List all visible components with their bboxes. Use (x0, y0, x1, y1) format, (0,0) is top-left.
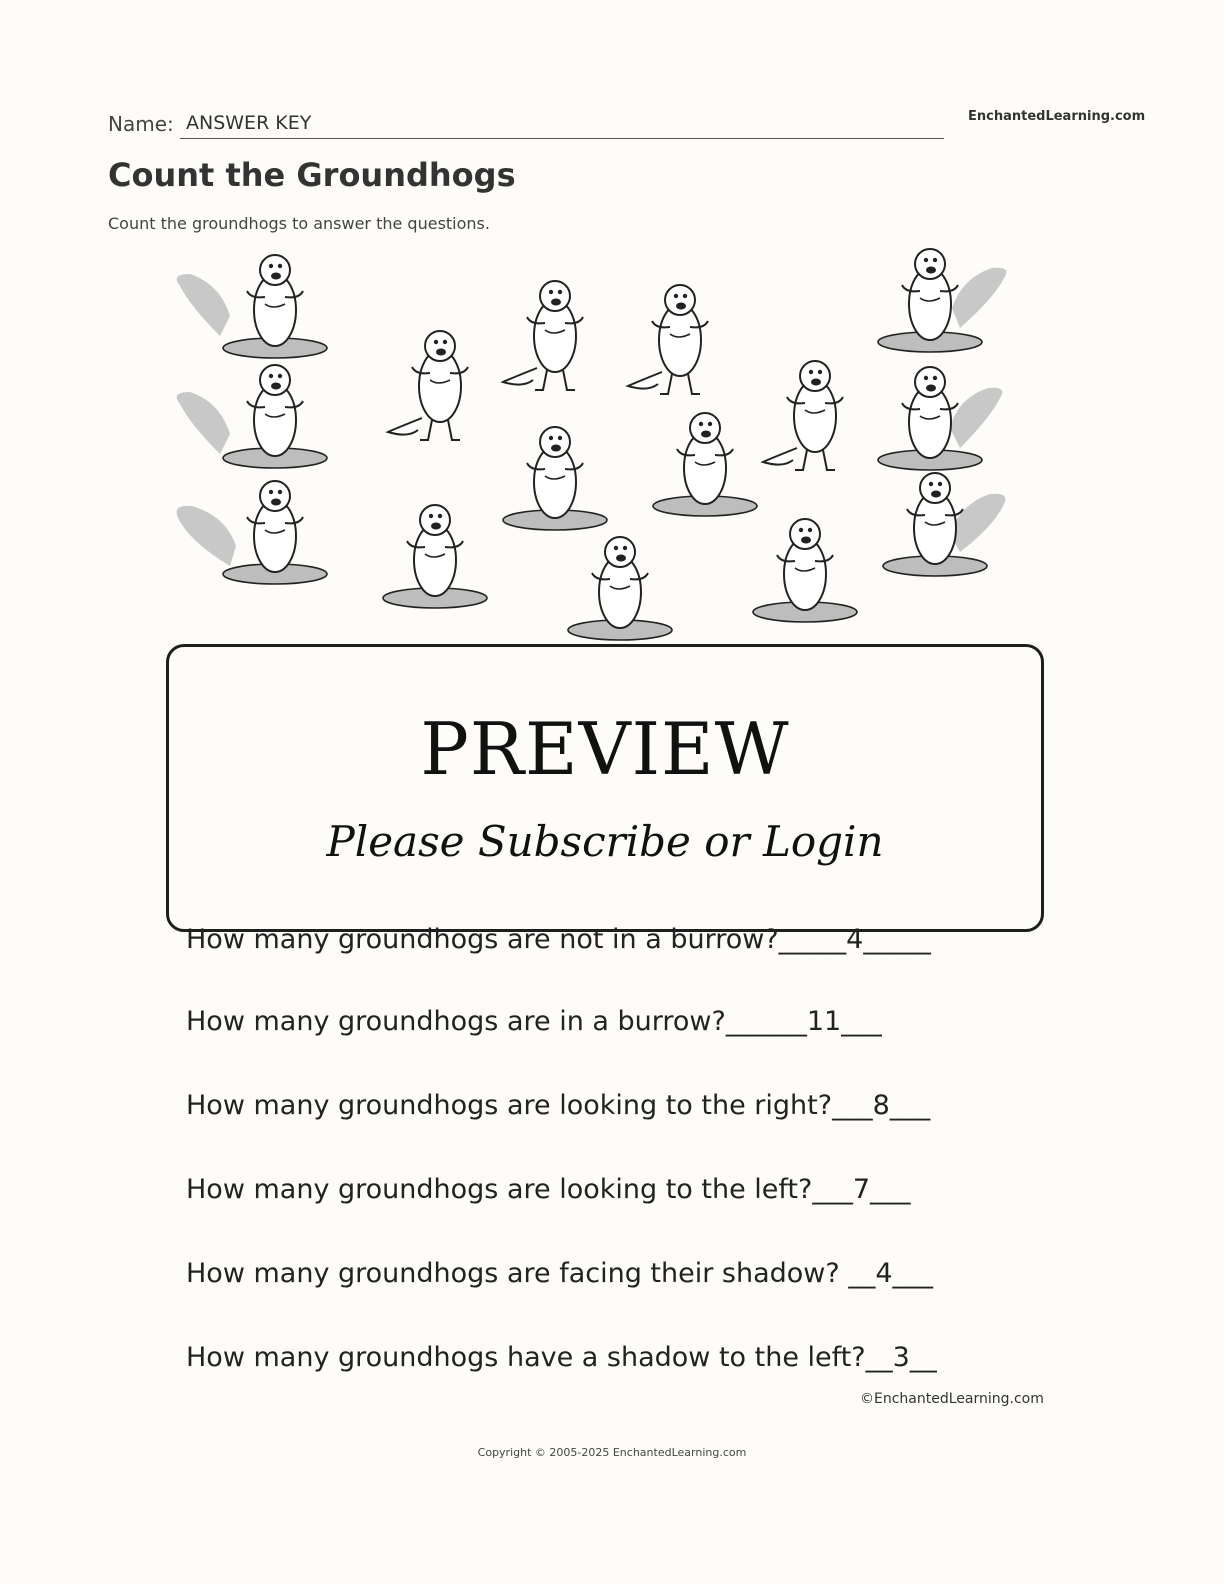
answer-value: 7 (852, 1174, 871, 1205)
answer-value: 4 (875, 1258, 893, 1289)
answer-blank: __ (909, 1342, 937, 1373)
name-row (108, 108, 944, 140)
answer-value: 11 (806, 1006, 842, 1037)
shadow-shape (952, 268, 1006, 328)
groundhog (902, 249, 958, 340)
question-prompt: How many groundhogs are not in a burrow? (186, 924, 779, 955)
shadow-shape (950, 388, 1002, 448)
name-underline (180, 138, 944, 139)
question-item (186, 1258, 933, 1289)
answer-blank: ___ (889, 1090, 931, 1121)
groundhog (247, 365, 303, 456)
name-label: Name: (108, 112, 174, 136)
groundhog (407, 505, 463, 596)
answer-value: 3 (892, 1342, 910, 1373)
answer-blank: ______ (725, 1006, 807, 1037)
answer-blank: ___ (870, 1174, 911, 1205)
site-brand-link[interactable]: EnchantedLearning.com (968, 109, 1146, 124)
art-credit: ©EnchantedLearning.com (860, 1391, 1044, 1407)
question-item (186, 1174, 911, 1205)
instructions: Count the groundhogs to answer the questions. (108, 214, 490, 233)
groundhog-standing (628, 285, 708, 394)
question-prompt: How many groundhogs have a shadow to the left? (186, 1342, 866, 1373)
preview-overlay[interactable] (166, 644, 1044, 932)
question-prompt: How many groundhogs are in a burrow? (186, 1006, 726, 1037)
groundhog-standing (503, 281, 583, 390)
answer-blank: ___ (892, 1258, 933, 1289)
answer-blank: ___ (841, 1006, 882, 1037)
groundhog (907, 473, 963, 564)
answer-blank: _____ (863, 924, 931, 955)
groundhog (777, 519, 833, 610)
answer-blank: ___ (832, 1090, 873, 1121)
shadow-shape (177, 392, 230, 454)
question-prompt: How many groundhogs are facing their shadow? (186, 1258, 849, 1289)
question-item (186, 924, 931, 955)
question-prompt: How many groundhogs are looking to the right? (186, 1090, 833, 1121)
shadow-shape (177, 506, 236, 566)
question-prompt: How many groundhogs are looking to the left? (186, 1174, 813, 1205)
copyright-footer: Copyright © 2005-2025 EnchantedLearning.com (477, 1446, 747, 1459)
groundhog (247, 481, 303, 572)
question-item (186, 1090, 930, 1121)
page-title: Count the Groundhogs (108, 156, 516, 194)
answer-blank: ___ (812, 1174, 853, 1205)
preview-title: PREVIEW (420, 707, 790, 791)
question-item (186, 1006, 882, 1037)
answer-blank: __ (865, 1342, 893, 1373)
preview-subtitle[interactable]: Please Subscribe or Login (326, 817, 884, 866)
answer-value: 4 (846, 924, 864, 955)
groundhog-illustration (160, 248, 1060, 648)
groundhog-standing (388, 331, 468, 440)
groundhog (527, 427, 583, 518)
groundhog (902, 367, 958, 458)
shadow-shape (950, 494, 1005, 552)
groundhog-standing (763, 361, 843, 470)
groundhog (247, 255, 303, 346)
answer-blank: _____ (778, 924, 847, 955)
groundhog (592, 537, 648, 628)
name-value: ANSWER KEY (186, 112, 312, 134)
question-item (186, 1342, 937, 1373)
groundhog (677, 413, 733, 504)
answer-blank: __ (848, 1258, 876, 1289)
answer-value: 8 (872, 1090, 890, 1121)
shadow-shape (177, 274, 230, 336)
